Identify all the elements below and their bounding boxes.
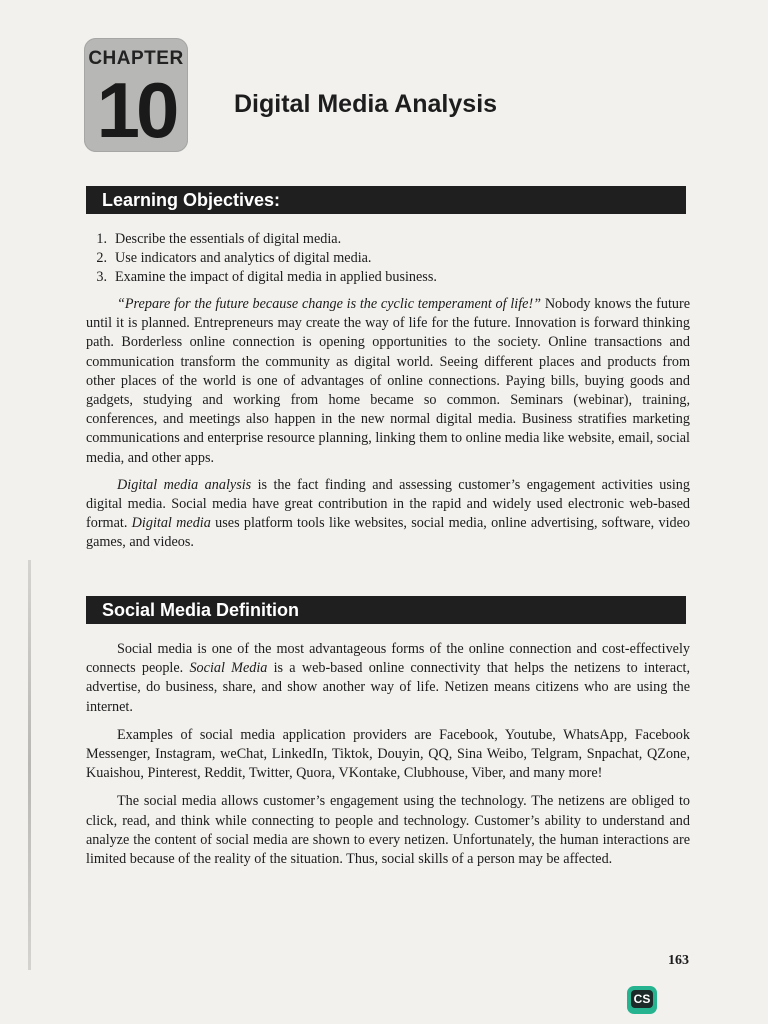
social-paragraph-2: Examples of social media application providers are Facebook, Youtube, WhatsApp, Facebook Messenger, Instagram, weChat, LinkedIn, Tiktok, Douyin, QQ, Sina Weibo, Telgram, Snpachat, QZone, Kuaishou, Pinterest, Reddit, Twitter, Quora, VKontake, Clubhouse, Viber, and many more!	[86, 726, 690, 782]
page-edge-shadow	[28, 560, 31, 970]
social-paragraph-3: The social media allows customer’s engagement using the technology. The netizens are obliged to click, read, and think while connecting to people and technology. Customer’s ability to understand and analyze the content of social media are shown to every netizen. Unfortunately, the human interactions are limited because of the reality of the situation. Thus, social skills of a person may be affected.	[86, 793, 690, 868]
item-text: Use indicators and analytics of digital media.	[115, 250, 372, 266]
item-text: Examine the impact of digital media in applied business.	[115, 269, 437, 285]
item-number: 2.	[96, 250, 107, 266]
item-text: Describe the essentials of digital media.	[115, 231, 342, 247]
chapter-title: Digital Media Analysis	[234, 90, 498, 118]
page-number: 163	[668, 953, 689, 968]
quote-text: “Prepare for the future because change is the cyclic temperament of life!”	[117, 296, 542, 312]
learning-objectives-heading: Learning Objectives:	[86, 186, 686, 214]
paragraph-text: Nobody knows the future until it is planned. Entrepreneurs may create the way of life for the future. Innovation is forward thinking path. Borderless online connection is opening opportunities to the society. Online transactions and communication transform the community as digital world. Seeing different places and products from other places of the world is one of advantages of online connections. Paying bills, buying goods and gadgets, studying and working from home became so common. Seminars (webinar), training, conferences, and meetings also happen in the new normal digital media. Business stratifies marketing communications and enterprise resource planning, linking them to online media like website, email, social media, and other apps.	[86, 296, 690, 466]
chapter-badge	[84, 38, 188, 152]
paragraph-text: is a web-based online connectivity that helps the netizens to interact, advertise, do business, share, and show another way of life. Netizen means citizens who are using the internet.	[86, 660, 691, 715]
intro-paragraph-1	[86, 295, 690, 468]
term-digital-media-analysis: Digital media analysis	[117, 476, 252, 493]
item-number: 1.	[96, 231, 107, 247]
list-item	[86, 268, 690, 287]
social-media-heading: Social Media Definition	[86, 596, 686, 624]
scanner-logo-text: CS	[631, 990, 653, 1008]
list-item	[86, 249, 690, 268]
chapter-label: CHAPTER	[88, 48, 184, 69]
paragraph-text: is the fact finding and assessing customer’s engagement activities using digital media. Social media have great contribution in the rapid and widely used electronic web-based format.	[86, 476, 690, 532]
social-paragraph-1	[86, 640, 690, 717]
paragraph-text: Social media is one of the most advantageous forms of the online connection and cost-effectively connects people.	[86, 641, 690, 677]
paragraph-text: uses platform tools like websites, social media, online advertising, software, video games, and videos.	[86, 515, 691, 551]
term-social-media: Social Media	[189, 660, 268, 677]
social-media-section	[86, 640, 690, 878]
intro-section	[86, 295, 690, 561]
scanner-logo	[627, 986, 657, 1014]
objectives-list	[86, 230, 690, 287]
intro-paragraph-2	[86, 476, 690, 553]
term-digital-media: Digital media	[131, 515, 211, 532]
list-item	[86, 230, 690, 249]
item-number: 3.	[96, 269, 107, 285]
chapter-number: 10	[96, 66, 176, 154]
